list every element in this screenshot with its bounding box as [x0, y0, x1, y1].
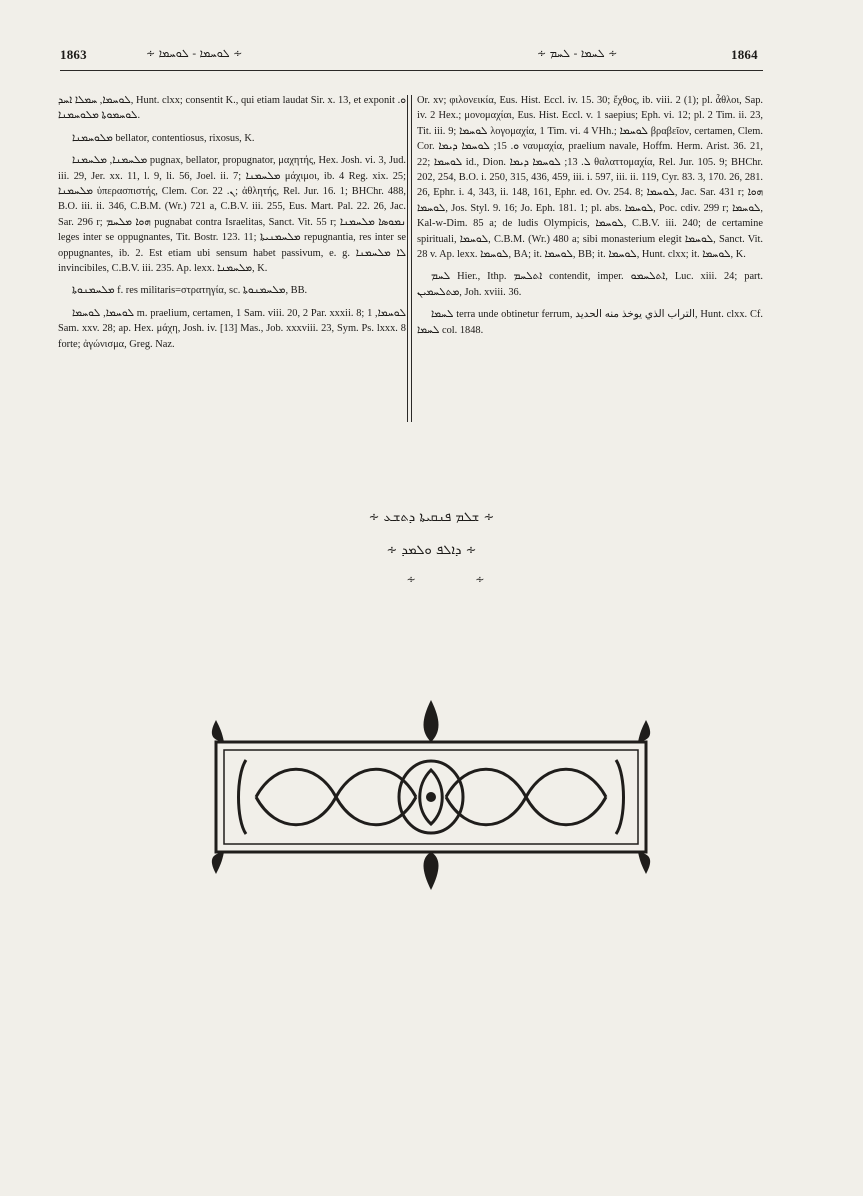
left-column	[58, 93, 406, 359]
entry-paragraph: ܡܠܚܡܢܐ, ܡܠܚܡܢܐ pugnax, bellator, propugnator, μαχητής, Hex. Josh. vi. 3, Jud. iii. 29, Jer. xx. 11, l. 9, li. 56, Joel. ii. 7; ܡܠܚܡܢܐ μάχιμοι, ib. 4 Reg. xix. 25; ܡܠܚܡܢܐ ὑπερασπιστής, Clem. Cor. ܢ. 22; ἀθλητής, Rel. Jur. 16. 1; BHChr. 488, B.O. iii. ii. 346, C.B.M. (Wr.) 721 a, C.B.V. iii. 255, Eus. Mart. Pal. 22. 26, Jac. Sar. 296 r; ܗܘܐ ܡܠܚܡ pugnabat contra Israelitas, Sanct. Vit. 55 r; ܢܡܘܣܐ ܡܠܚܡܢܐ leges inter se oppugnantes, Tit. Bostr. 123. 11; ܡܠܚܡܢܝܬܐ repugnantia, res inter se oppugnantes, ib. 2. Est etiam ubi sensum habet passivum, e. g. ܠܐ ܡܠܚܡܢܐ invincibiles, C.B.V. iii. 235. Ap. lexx. ܡܠܚܡܢܐ, K.	[58, 155, 407, 275]
entry-paragraph: ܡܠܘܚܡܢܐ bellator, contentiosus, rixosus, K.	[72, 132, 255, 144]
knotwork-ornament	[196, 700, 666, 890]
entry-paragraph: ܡܠܚܡܢܘܬܐ f. res militaris=στρατηγία, sc. ܡܠܚܡܢܘܬܐ, BB.	[72, 285, 308, 297]
entry-paragraph: ܠܘܚܡܐ, ܚܡܠܐ ܐܚܕ, Hunt. clxx; consentit K., qui etiam laudat Sir. x. 13, et exponit ܘ. ܠܘܚܡܘܬܐ ܡܠܘܚܡܢܐ.	[58, 95, 407, 122]
colophon-line-2: ∻ ܕܐܠܦ ܘܠܡܕ ∻	[386, 543, 477, 558]
entry-paragraph: ܠܘܚܡܐ, ܠܘܚܡܐ m. praelium, certamen, 1 Sam. viii. 20, 2 Par. xxxii. 8; ܠܘܚܡܐ, 1 Sam. xxv. 28; ap. Hex. μάχη, Josh. iv. [13] Mas., Job. xxxviii. 23, Sym. Ps. lxxx. 8 forte; ἀγώνισμα, Greg. Naz.	[58, 307, 406, 350]
left-running-title: ∻ ܠܘܚܡܐ - ܠܘܚܡܐ ∻	[146, 47, 243, 60]
right-running-title: ∻ ܠܚܡܐ - ܠܚܡ ∻	[537, 47, 618, 60]
colophon-line-3: ∻ ∻	[406, 573, 513, 586]
column-divider	[407, 95, 412, 422]
left-page-number: 1863	[60, 47, 87, 62]
header-rule	[60, 70, 763, 71]
right-column	[417, 93, 763, 345]
colophon-line-1: ∻ ܫܠܡ ܦܢܩܝܬܐ ܕܬܫܥ ∻	[368, 510, 495, 525]
entry-paragraph: ܠܚܡ Hier., Ithp. ܐܬܠܚܡ contendit, imper. ܐܬܠܚܡܘ, Luc. xiii. 24; part. ܡܬܠܚܡܝܢ, Joh. xviii. 36.	[417, 271, 763, 298]
entry-paragraph: Or. xv; φιλονεικία, Eus. Hist. Eccl. iv. 15. 30; ἔχθος, ib. viii. 2 (1); pl. ἆθλοι, Sap. iv. 2 Hex.; μονομαχίαι, Eus. Hist. Eccl. v. 1 saepius; Eph. vi. 12; pl. 2 Tim. ii. 23, Tit. iii. 9; ܠܘܚܡܐ λογομαχία, 1 Tim. vi. 4 VHh.; ܠܘܚܡܐ βραβεῖον, certamen, Clem. Cor. ܘ. 15; ܠܘܚܡܐ ܕܝܡܐ ναυμαχία, praelium navale, Hoffm. Herm. Arist. 36. 21, 22; ܠܘܚܡܐ id., Dion. ܠ. 13; ܠܘܚܡܐ ܕܝܡܐ θαλαττομαχία, Rel. Jur. 105. 9; BHChr. 202, 254, B.O. i. 250, 315, 436, 459, iii. i. 597, iii. ii. 119, Cyr. 83. 3, 170. 26, 281. 26, Ephr. i. 4, 343, ii. 148, 161, Ephr. ed. Ov. 254. 8; ܠܘܚܡܐ, Jac. Sar. 431 r; ܗܘܐ ܠܘܚܡܐ, Jos. Styl. 9. 16; Jo. Eph. 181. 1; pl. abs. ܠܘܚܡܐ, Poc. cdiv. 299 r; ܠܘܚܡܐ, Kal-w-Dim. 85 a; de ludis Olympicis, ܠܘܚܡܐ, C.B.V. iii. 240; de certamine spirituali, ܠܘܚܡܐ, C.B.M. (Wr.) 480 a; sibi monasterium elegit ܠܘܚܡܐ, Sanct. Vit. 28 v. Ap. lexx. ܠܘܚܡܐ, BA; it. ܠܘܚܡܐ, BB; it. ܠܘܚܡܐ, Hunt. clxx; it. ܠܘܚܡܐ, K.	[417, 95, 763, 261]
right-page-number: 1864	[731, 47, 758, 62]
entry-paragraph: ܠܚܡܐ terra unde obtinetur ferrum, التراب الذي يوخذ منه الحديد, Hunt. clxx. Cf. ܠܚܡܐ col. 1848.	[417, 309, 763, 336]
